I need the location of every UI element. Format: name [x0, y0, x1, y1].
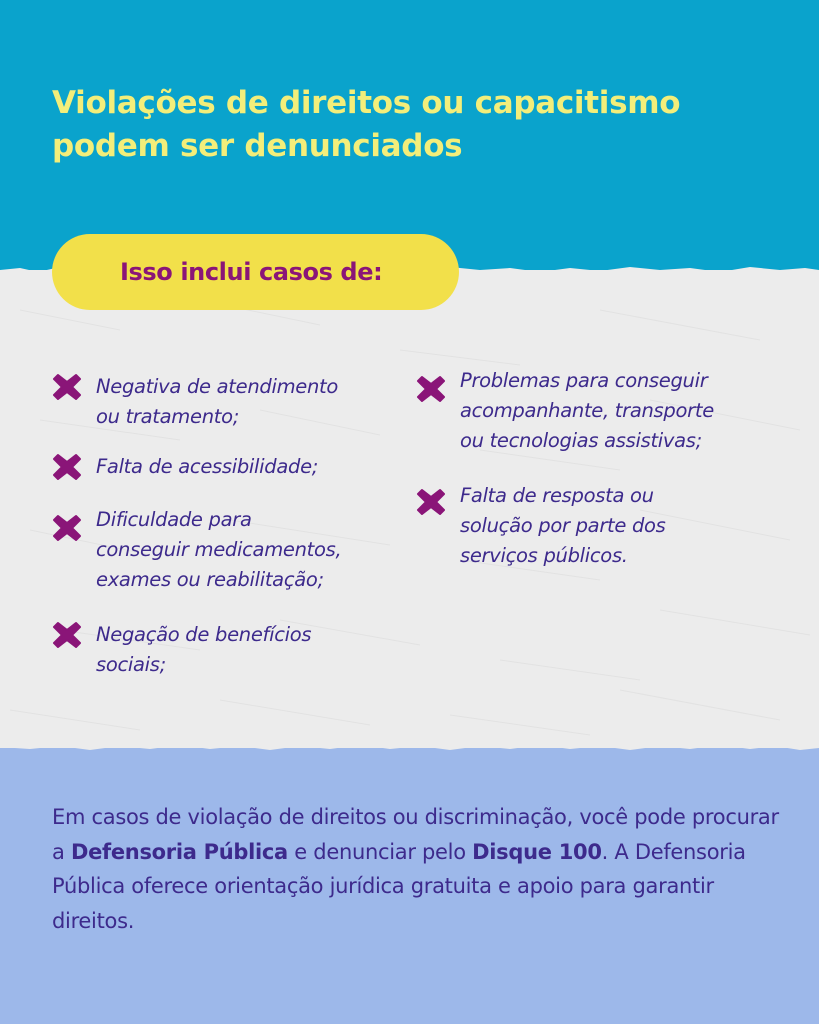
x-cross-icon: [52, 452, 82, 482]
includes-pill: [52, 234, 459, 310]
list-item-text: Problemas para conseguir acompanhante, transporte ou tecnologias assistivas;: [460, 369, 714, 452]
list-item-text: Negação de benefícios sociais;: [96, 623, 312, 676]
footer-text-1: Em casos de violação de direitos ou discriminação, você pode procurar a: [52, 805, 779, 864]
list-item-text: Negativa de atendimento ou tratamento;: [96, 375, 339, 428]
list-item: [52, 505, 341, 595]
x-cross-icon: [416, 374, 446, 404]
pill-label: Isso inclui casos de:: [120, 258, 383, 286]
footer-paragraph: [52, 800, 782, 938]
list-item: [52, 372, 338, 432]
list-item: [416, 366, 714, 456]
title-line-1: Violações de direitos ou capacitismo: [52, 85, 681, 121]
x-cross-icon: [416, 487, 446, 517]
list-item: [52, 452, 318, 482]
list-item: [52, 620, 311, 680]
footer-bold-disque: Disque 100: [472, 839, 602, 864]
list-item-text: Dificuldade para conseguir medicamentos, exames ou reabilitação;: [96, 508, 342, 591]
list-item-text: Falta de resposta ou solução por parte dos serviços públicos.: [460, 484, 666, 567]
footer-bold-defensoria: Defensoria Pública: [70, 839, 288, 864]
list-item-text: Falta de acessibilidade;: [96, 455, 319, 478]
footer-text-3: . A Defensoria Pública oferece orientação jurídica gratuita e apoio para garantir direitos.: [52, 839, 746, 933]
x-cross-icon: [52, 372, 82, 402]
footer-text-2: e denunciar pelo: [287, 839, 473, 864]
x-cross-icon: [52, 620, 82, 650]
torn-edge-bottom: [0, 740, 819, 756]
list-item: [416, 481, 666, 571]
title-line-2: podem ser denunciados: [52, 128, 463, 164]
x-cross-icon: [52, 513, 82, 543]
page-title: [52, 82, 792, 168]
